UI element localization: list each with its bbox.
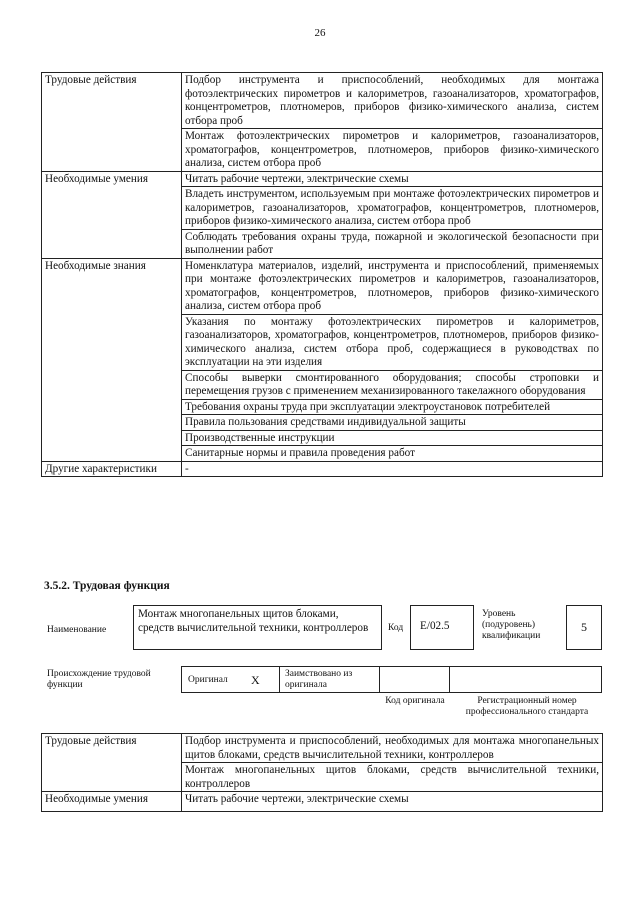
reg-caption: Регистрационный номер профессионального стандарта [465, 696, 589, 717]
row-label: Необходимые умения [42, 171, 182, 258]
row-item: Владеть инструментом, используемым при монтаже фотоэлектрических пирометров и калориметров, газоанализаторов, хроматографов, концентрометров, плотномеров, приборов физико-химического анализа, систем отбора проб [182, 187, 603, 230]
row-item: Читать рабочие чертежи, электрические схемы [182, 171, 603, 187]
level-value: 5 [581, 620, 587, 634]
code-caption: Код оригинала [385, 696, 445, 706]
row-label: Другие характеристики [42, 461, 182, 477]
row-item: Подбор инструмента и приспособлений, необходимых для монтажа фотоэлектрических пирометров и калориметров, газоанализаторов, хроматографов, концентрометров, плотномеров, приборов физико-химического анализа, систем отбора проб [182, 73, 603, 129]
row-item: Читать рабочие чертежи, электрические схемы [182, 792, 603, 812]
table-row [42, 73, 603, 129]
row-label: Необходимые умения [42, 792, 182, 812]
table-row [42, 792, 603, 812]
borrowed-label: Заимствовано из оригинала [285, 669, 353, 690]
code-value: E/02.5 [420, 620, 450, 632]
function-name-label: Наименование [47, 625, 107, 635]
row-item: Номенклатура материалов, изделий, инструмента и приспособлений, применяемых при монтаже фотоэлектрических пирометров и калориметров, газоанализаторов, хроматографов, концентрометров, плотномеров, приборов физико-химического анализа, систем отбора проб [182, 258, 603, 314]
original-mark: X [251, 673, 260, 687]
table-row [42, 734, 603, 763]
function-name-value: Монтаж многопанельных щитов блоками, средств вычислительной техники, контроллеров [138, 608, 369, 634]
origin-reg-cell [449, 666, 602, 693]
level-label: Уровень (подуровень) квалификации [482, 609, 541, 641]
code-label: Код [388, 623, 404, 633]
row-label: Необходимые знания [42, 258, 182, 461]
requirements-table-2 [41, 733, 603, 812]
function-name-box [133, 605, 382, 650]
row-label: Трудовые действия [42, 73, 182, 172]
row-item: - [182, 461, 603, 477]
origin-original-cell [181, 666, 280, 693]
level-box [566, 605, 602, 650]
row-item: Производственные инструкции [182, 430, 603, 446]
requirements-table-1 [41, 72, 603, 477]
origin-code-cell [379, 666, 450, 693]
row-item: Требования охраны труда при эксплуатации электроустановок потребителей [182, 399, 603, 415]
table-row [42, 258, 603, 314]
row-item: Санитарные нормы и правила проведения работ [182, 446, 603, 462]
row-item: Монтаж многопанельных щитов блоками, средств вычислительной техники, контроллеров [182, 763, 603, 792]
page-number: 26 [314, 27, 326, 39]
row-item: Способы выверки смонтированного оборудования; способы строповки и перемещения грузов с применением механизированного такелажного оборудования [182, 370, 603, 399]
row-item: Подбор инструмента и приспособлений, необходимых для монтажа многопанельных щитов блоками, средств вычислительной техники, контроллеров [182, 734, 603, 763]
section-title: 3.5.2. Трудовая функция [44, 580, 170, 592]
code-box [410, 605, 474, 650]
row-label: Трудовые действия [42, 734, 182, 792]
row-item: Соблюдать требования охраны труда, пожарной и экологической безопасности при выполнении работ [182, 229, 603, 258]
origin-borrowed-cell [279, 666, 380, 693]
table-row [42, 461, 603, 477]
original-label: Оригинал [188, 675, 228, 685]
row-item: Указания по монтажу фотоэлектрических пирометров и калориметров, газоанализаторов, хроматографов, концентрометров, плотномеров, приборов физико-химического анализа, систем отбора проб, содержащиеся в руководствах по эксплуатации на эти изделия [182, 314, 603, 370]
origin-label: Происхождение трудовой функции [47, 669, 151, 690]
table-row [42, 171, 603, 187]
row-item: Монтаж фотоэлектрических пирометров и калориметров, газоанализаторов, хроматографов, концентрометров, плотномеров, приборов физико-химического анализа, систем отбора проб [182, 129, 603, 172]
row-item: Правила пользования средствами индивидуальной защиты [182, 415, 603, 431]
